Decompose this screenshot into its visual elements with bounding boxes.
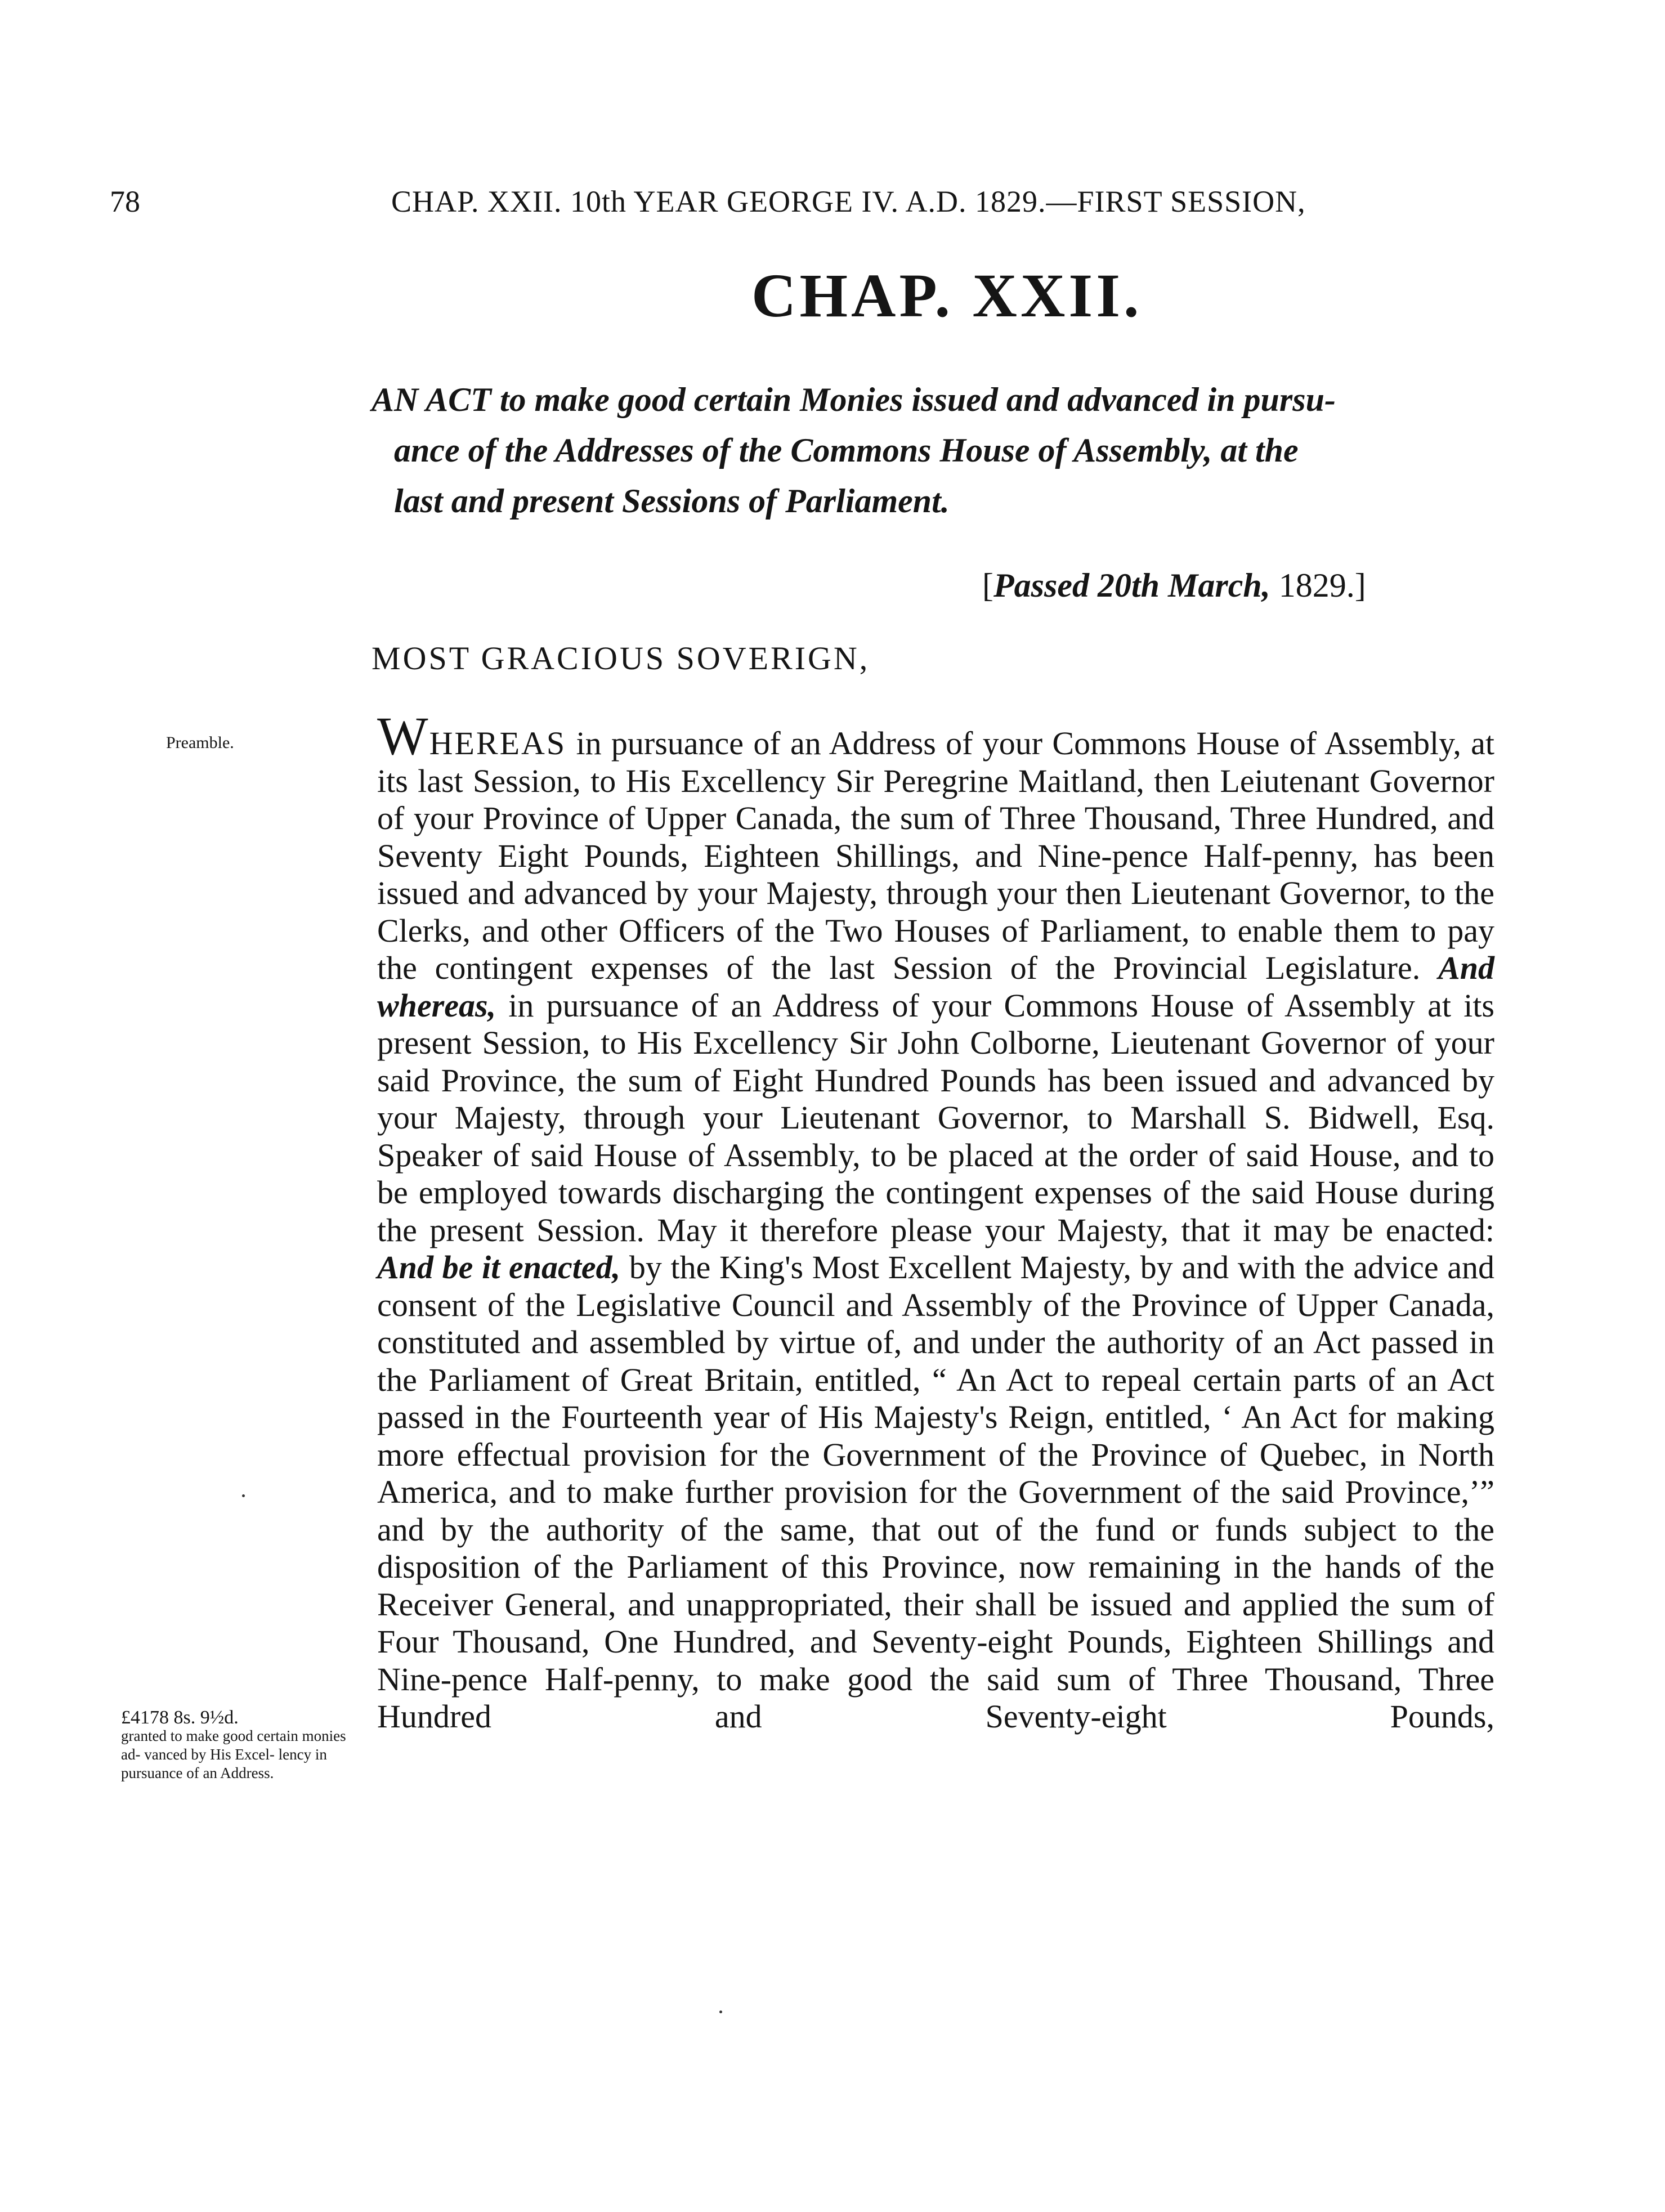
margin-note-preamble: Preamble. [166,733,234,752]
margin-note-amount: £4178 8s. 9½d. [121,1707,239,1728]
act-title-line-3: last and present Sessions of Parliament. [394,482,950,520]
body-part-2: in pursuance of an Address of your Commons House of Assembly at its present Session, to His Excellency Sir John Colborne, Lieutenant Governor of your said Province, the sum of Eight Hundred Pounds has been issued and advanced by your Majesty, through your Lieutenant Governor, to Marshall S. Bidwell, Esq. Speaker of said House of Assembly, to be placed at the order of said House, and to be employed towards discharging the contingent expenses of the said House during the present Session. May it therefore please your Majesty, that it may be enacted: [377,987,1495,1248]
drop-cap: W [377,706,429,766]
passed-open-bracket: [ [982,567,993,604]
salutation: MOST GRACIOUS SOVERIGN, [372,640,870,677]
running-title: CHAP. XXII. 10th YEAR GEORGE IV. A.D. 1829.—FIRST SESSION, [391,185,1306,218]
page-number: 78 [110,185,140,218]
whereas-word: HEREAS [429,725,567,762]
margin-note-grant [121,1708,363,1783]
speck-mark [719,2010,722,2013]
enacting-phrase: And be it enacted, [377,1249,621,1286]
passed-date [982,560,1366,611]
passed-year: 1829.] [1270,567,1366,604]
and-whereas-phrase: And whereas, [377,950,1494,1024]
chapter-heading: CHAP. XXII. [751,261,1143,330]
passed-label: Passed 20th March, [993,567,1270,604]
act-title-line-1: AN ACT to make good certain Monies issued and advanced in pursu- [372,381,1336,418]
speck-mark [242,1494,245,1497]
margin-note-text: granted to make good certain monies ad- vanced by His Excel- lency in pursuance of an Address. [121,1727,346,1781]
running-head [110,179,1500,224]
body-part-1: in pursuance of an Address of your Commons House of Assembly, at its last Session, to His Excellency Sir Peregrine Maitland, then Leiutenant Governor of your Province of Upper Canada, the sum of Three Thousand, Three Hundred, and Seventy Eight Pounds, Eighteen Shillings, and Nine-pence Half-penny, has been issued and advanced by your Majesty, through your then Lieutenant Governor, to the Clerks, and other Officers of the Two Houses of Parliament, to enable them to pay the contingent expenses of the last Session of the Provincial Legislature. [377,725,1495,986]
body-part-3: by the King's Most Excellent Majesty, by and with the advice and consent of the Legislative Council and Assembly of the Province of Upper Canada, constituted and assembled by virtue of, and under the authority of an Act passed in the Parliament of Great Britain, entitled, “ An Act to repeal certain parts of an Act passed in the Fourteenth year of His Majesty's Reign, entitled, ‘ An Act for making more effectual provision for the Government of the Province of Quebec, in North America, and to make further provision for the Government of the said Province,’” and by the authority of the same, that out of the fund or funds subject to the disposition of the Parliament of this Province, now remaining in the hands of the Receiver General, and unappropriated, their shall be issued and applied the sum of Four Thousand, One Hundred, and Seventy-eight Pounds, Eighteen Shillings and Nine-pence Half-penny, to make good the said sum of Three Thousand, Three Hundred and Seventy-eight Pounds, [377,1249,1495,1735]
act-title-line-2: ance of the Addresses of the Commons House of Assembly, at the [394,432,1299,469]
preamble-body [377,706,1495,1736]
act-title [372,374,1500,526]
